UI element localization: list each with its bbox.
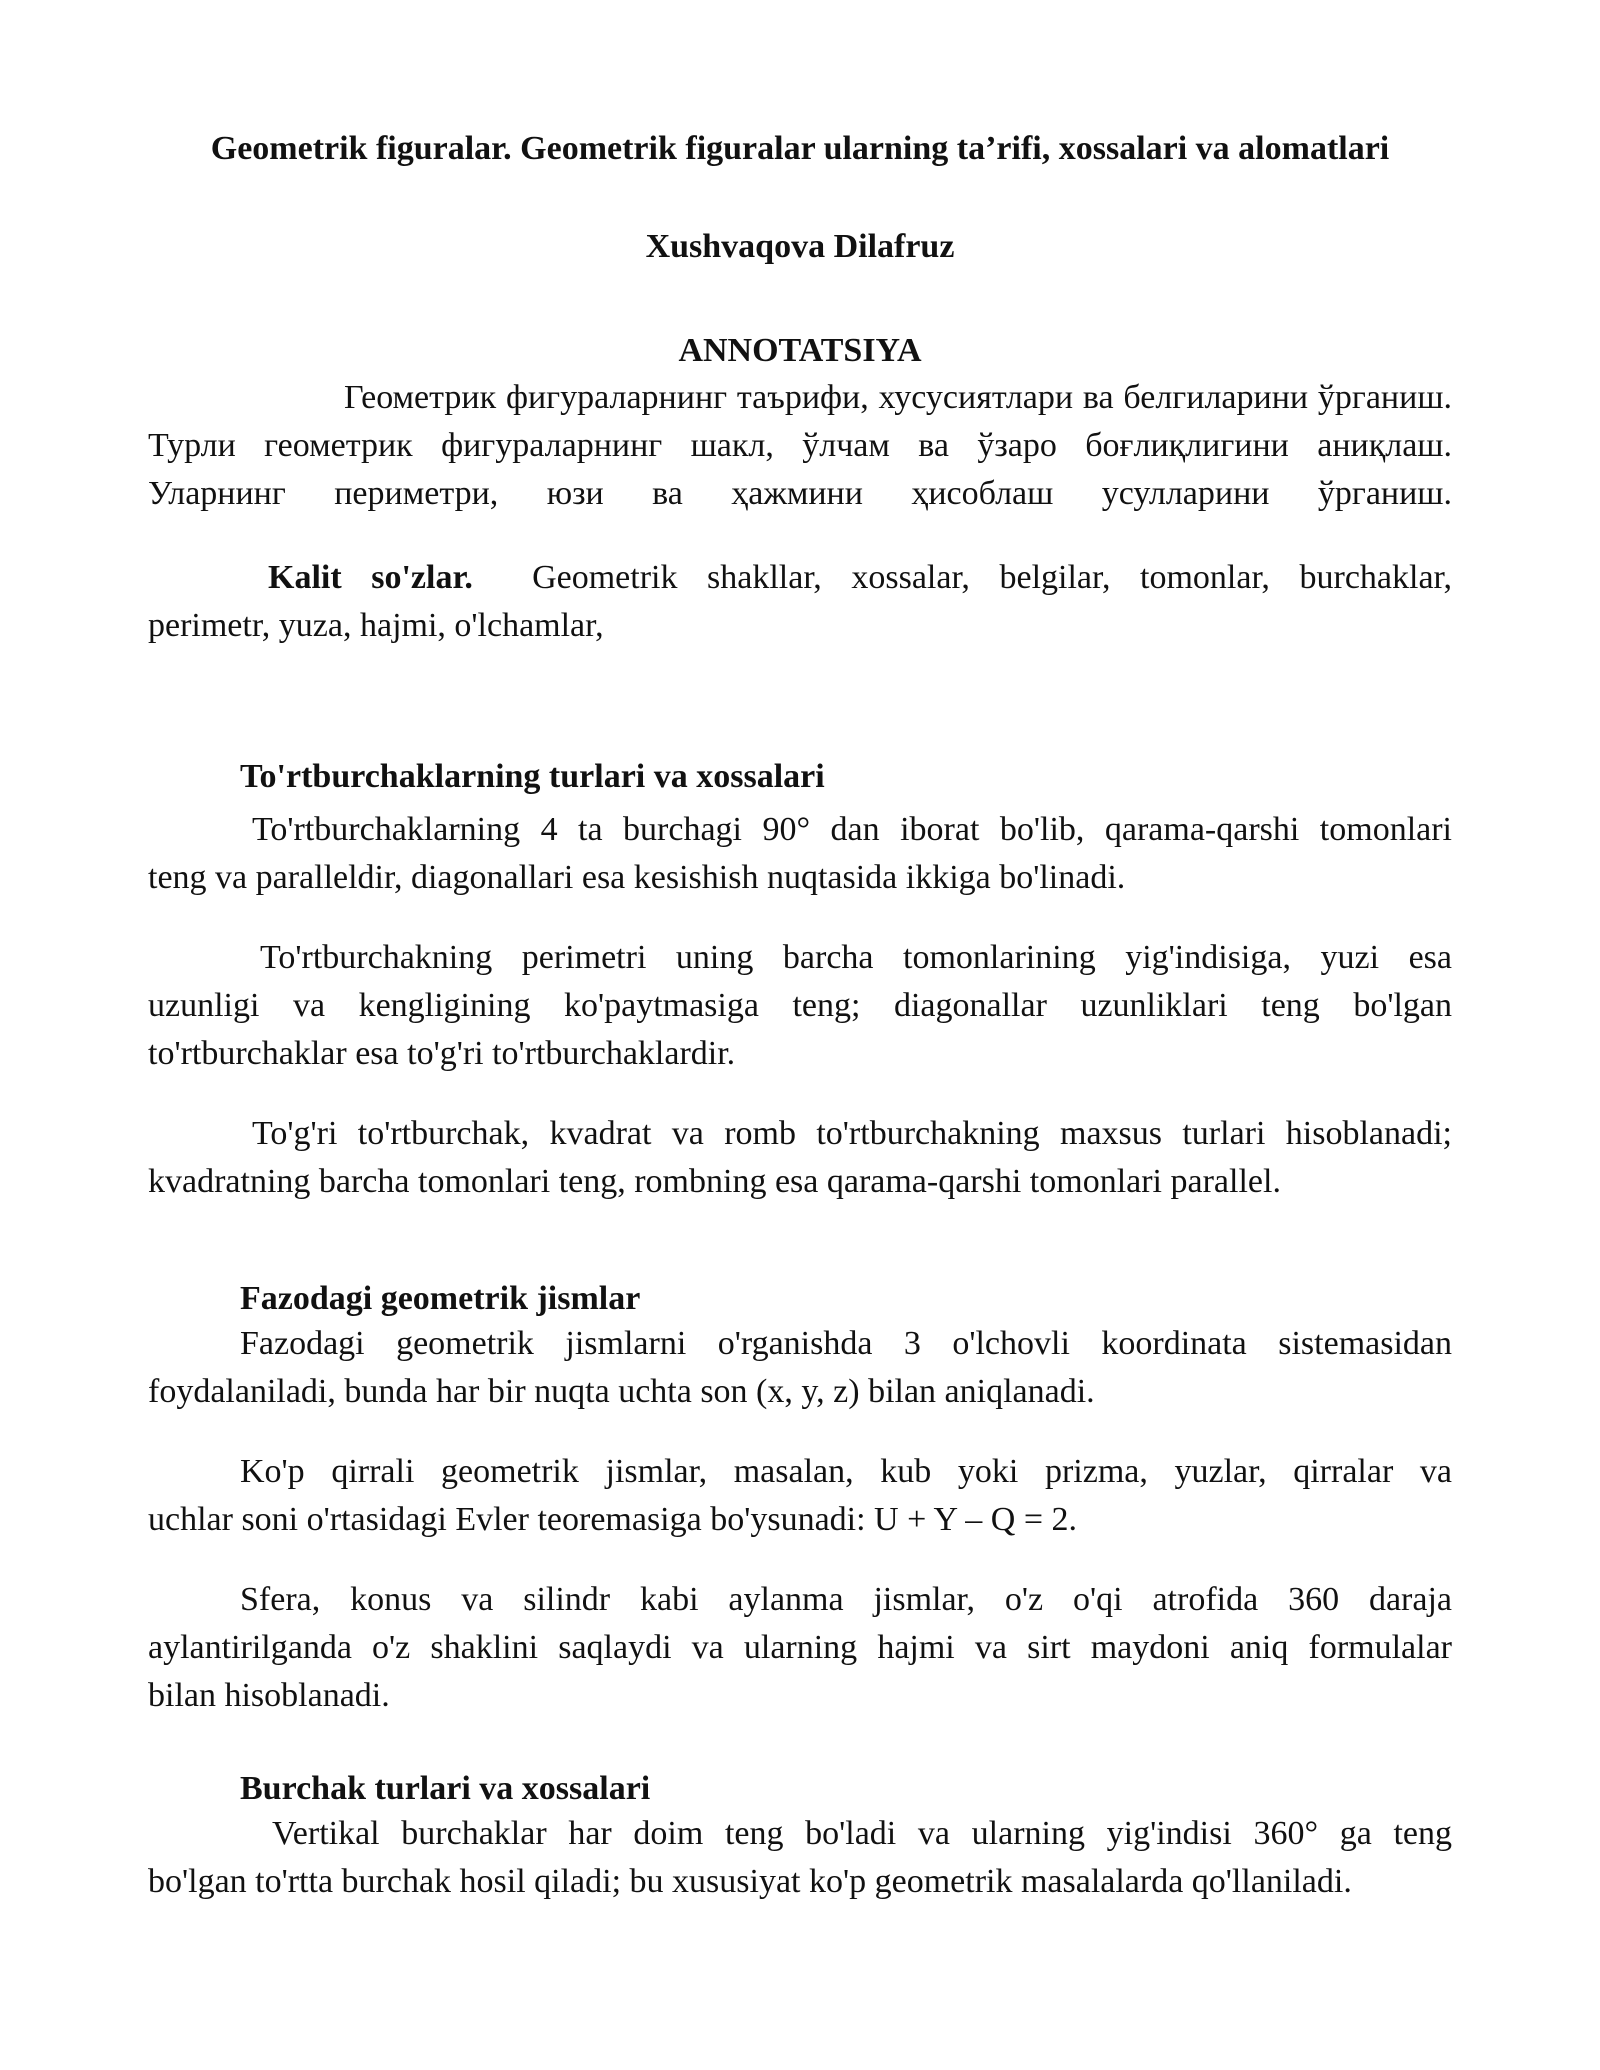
paragraph-line: kvadratning barcha tomonlari teng, rombning esa qarama-qarshi tomonlari parallel.: [148, 1163, 1281, 1200]
paragraph-line: Ko'p qirrali geometrik jismlar, masalan, kub yoki prizma, yuzlar, qirralar va: [240, 1453, 1452, 1490]
keywords-line: [148, 554, 1452, 602]
annotation-line: Геометрик фигураларнинг таърифи, хусусиятлари ва белгиларини ўрганиш.: [148, 379, 1452, 416]
section-paragraph: [148, 1810, 1452, 1906]
paragraph-line: Fazodagi geometrik jismlarni o'rganishda 3 o'lchovli koordinata sistemasidan: [240, 1325, 1452, 1362]
document-title: Geometrik figuralar. Geometrik figuralar ularning ta’rifi, xossalari va alomatlari: [210, 130, 1390, 167]
keywords-label: Kalit so'zlar.: [268, 559, 473, 596]
paragraph-line: bo'lgan to'rtta burchak hosil qiladi; bu xususiyat ko'p geometrik masalalarda qo'llaniladi.: [148, 1863, 1352, 1900]
section-heading: Fazodagi geometrik jismlar: [240, 1280, 641, 1317]
paragraph-line: uchlar soni o'rtasidagi Evler teoremasiga bo'ysunadi: U + Y – Q = 2.: [148, 1501, 1078, 1538]
section-paragraph: [148, 934, 1452, 1078]
section-paragraph: [148, 1448, 1452, 1544]
paragraph-line: aylantirilganda o'z shaklini saqlaydi va ularning hajmi va sirt maydoni aniq formulalar: [148, 1629, 1452, 1666]
section-paragraph: [148, 1320, 1452, 1416]
annotation-heading: ANNOTATSIYA: [678, 332, 922, 369]
paragraph-line: teng va paralleldir, diagonallari esa kesishish nuqtasida ikkiga bo'linadi.: [148, 859, 1126, 896]
section-paragraph: [148, 806, 1452, 902]
keywords-text: Geometrik shakllar, xossalar, belgilar, tomonlar, burchaklar,: [532, 559, 1452, 596]
paragraph-line: To'g'ri to'rtburchak, kvadrat va romb to'rtburchakning maxsus turlari hisoblanadi;: [252, 1115, 1452, 1152]
keywords-line: perimetr, yuza, hajmi, o'lchamlar,: [148, 607, 604, 644]
section-paragraph: [148, 1576, 1452, 1720]
keywords-paragraph: [148, 554, 1452, 650]
annotation-line: Уларнинг периметри, юзи ва ҳажмини ҳисоблаш усулларини ўрганиш.: [148, 475, 1452, 512]
paragraph-line: foydalaniladi, bunda har bir nuqta uchta son (x, y, z) bilan aniqlanadi.: [148, 1373, 1095, 1410]
paragraph-line: To'rtburchaklarning 4 ta burchagi 90° dan iborat bo'lib, qarama-qarshi tomonlari: [252, 811, 1452, 848]
paragraph-line: Sfera, konus va silindr kabi aylanma jismlar, o'z o'qi atrofida 360 daraja: [240, 1581, 1452, 1618]
paragraph-line: To'rtburchakning perimetri uning barcha tomonlarining yig'indisiga, yuzi esa: [260, 939, 1452, 976]
paragraph-line: uzunligi va kengligining ko'paytmasiga teng; diagonallar uzunliklari teng bo'lgan: [148, 987, 1452, 1024]
paragraph-line: bilan hisoblanadi.: [148, 1677, 390, 1714]
annotation-paragraph: [148, 374, 1452, 518]
section-heading: Burchak turlari va xossalari: [240, 1770, 651, 1807]
author-name: Xushvaqova Dilafruz: [645, 228, 955, 265]
section-paragraph: [148, 1110, 1452, 1206]
paragraph-line: to'rtburchaklar esa to'g'ri to'rtburchaklardir.: [148, 1035, 736, 1072]
section-heading: To'rtburchaklarning turlari va xossalari: [240, 758, 825, 795]
annotation-line: Турли геометрик фигураларнинг шакл, ўлчам ва ўзаро боғлиқлигини аниқлаш.: [148, 427, 1452, 464]
paragraph-line: Vertikal burchaklar har doim teng bo'ladi va ularning yig'indisi 360° ga teng: [272, 1815, 1452, 1852]
